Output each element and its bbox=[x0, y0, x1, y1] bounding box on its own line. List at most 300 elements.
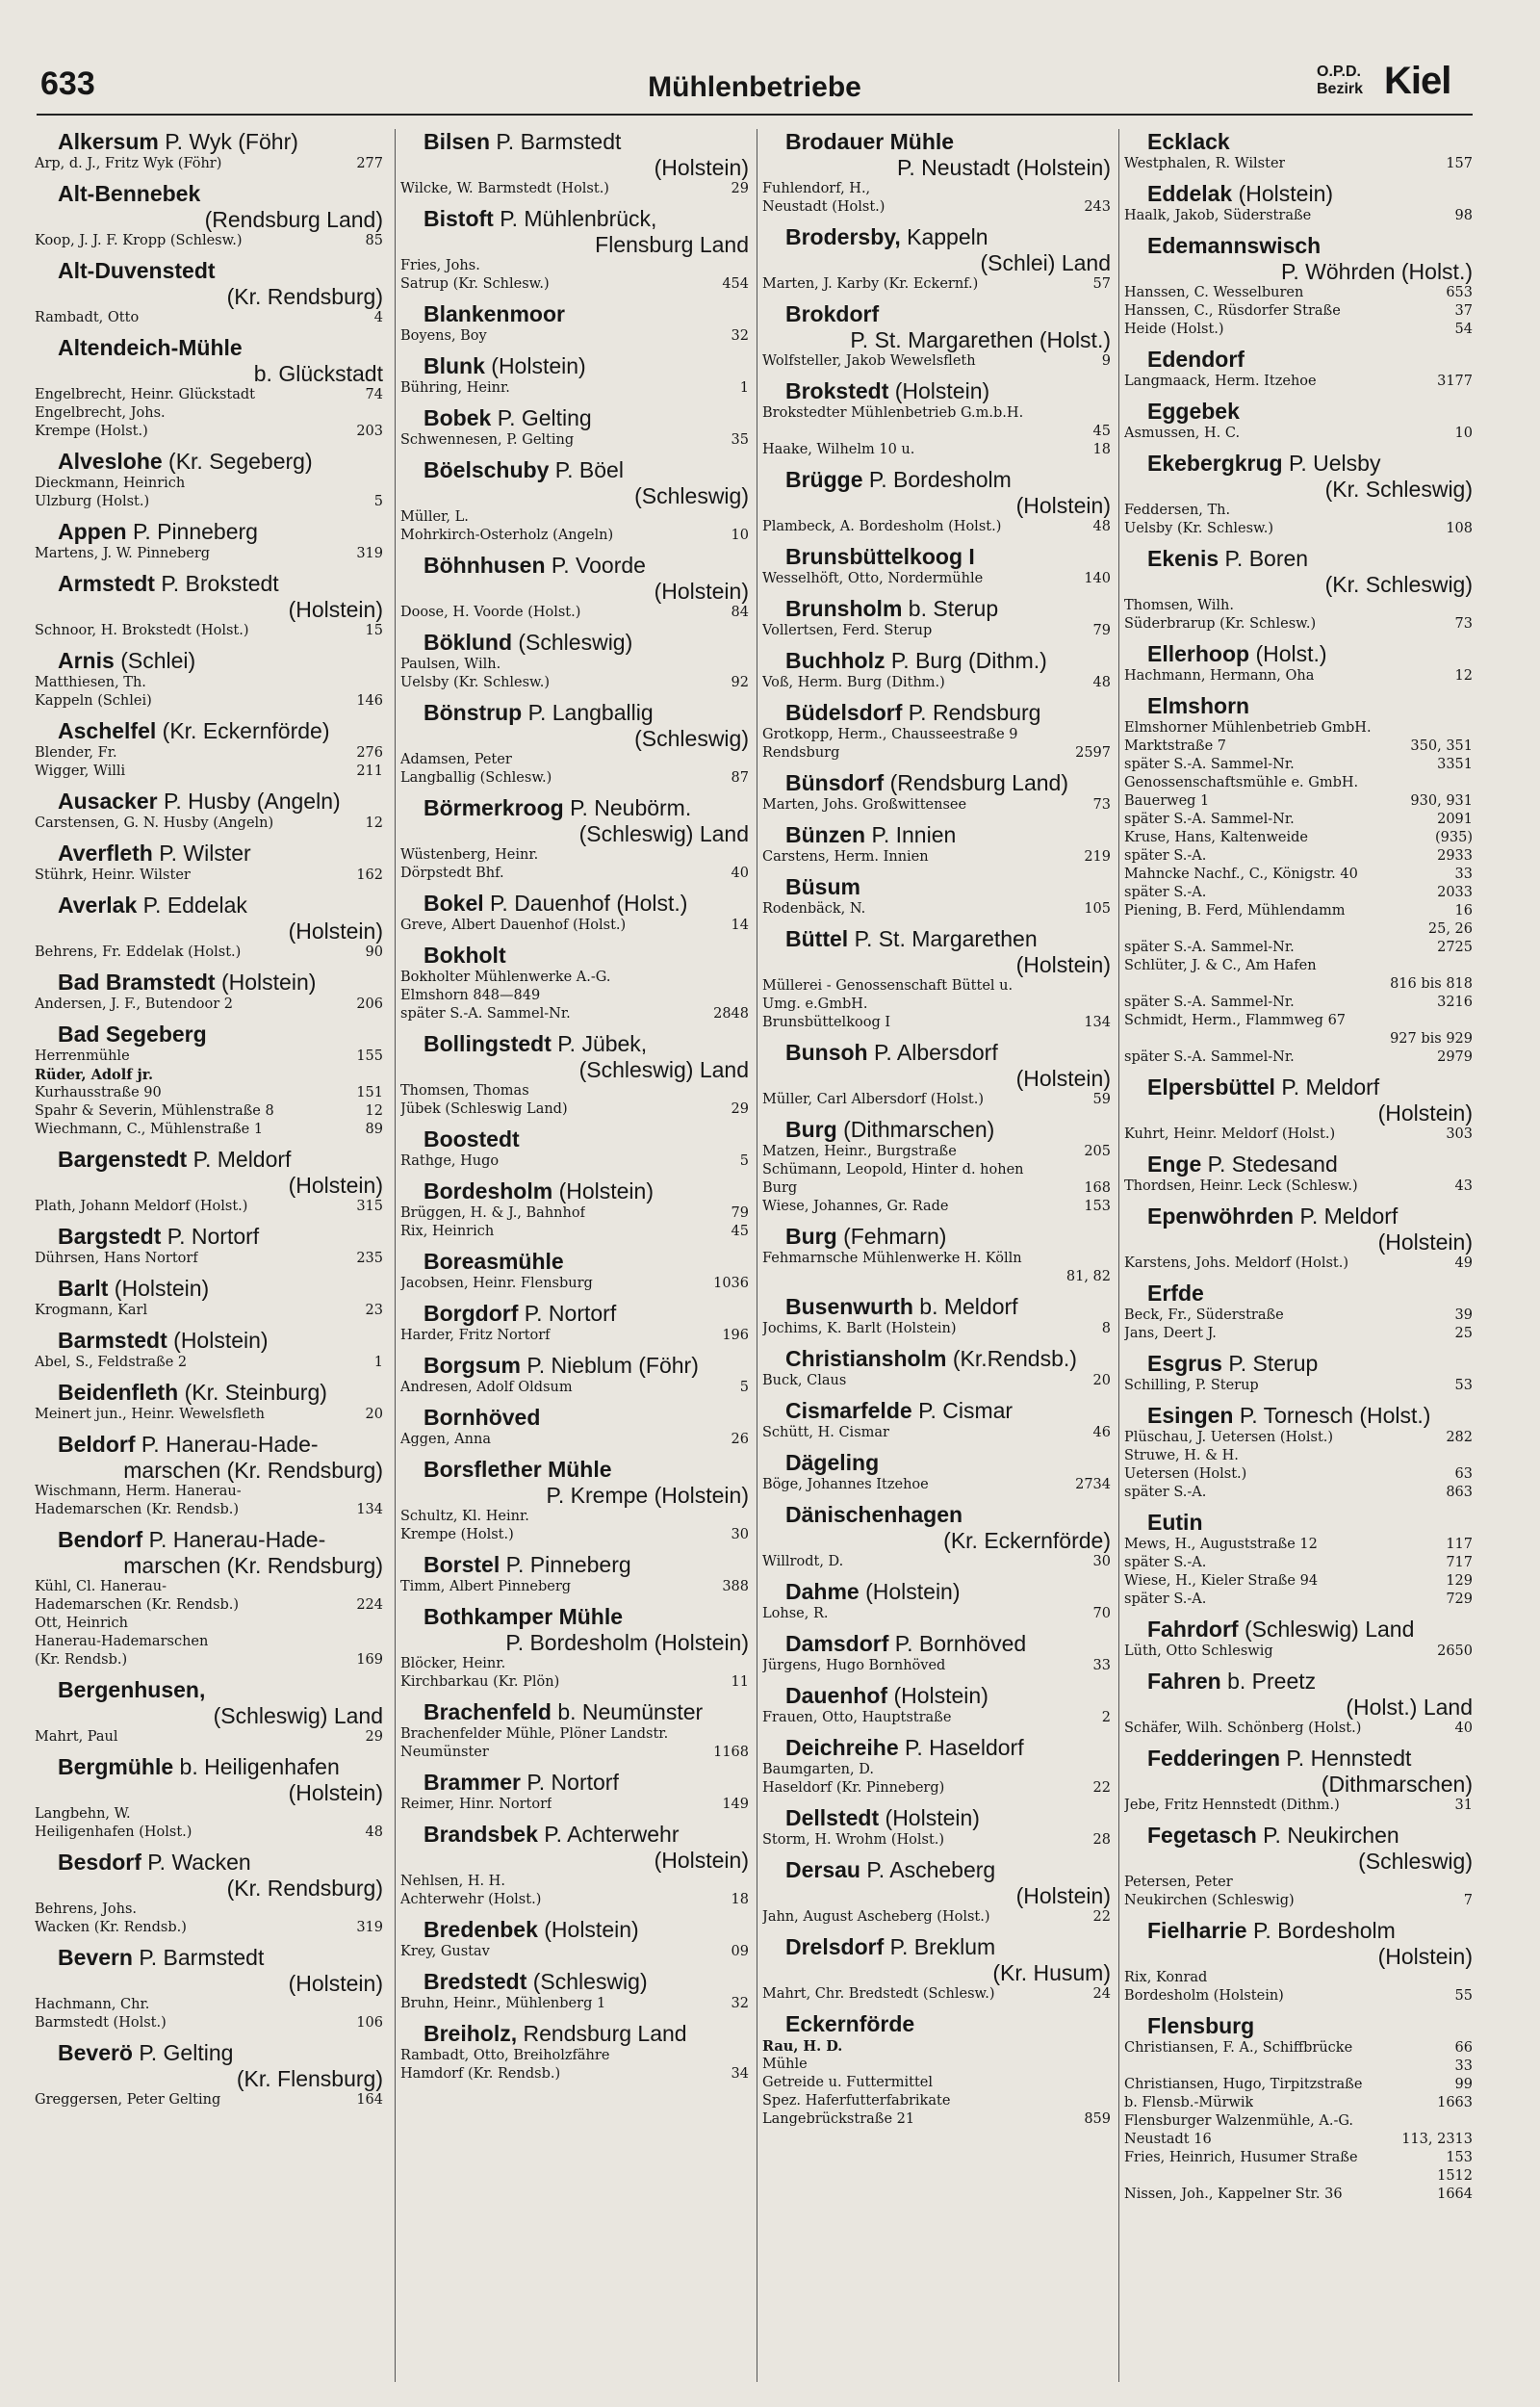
directory-entry bbox=[762, 2011, 1111, 2129]
listing-name: Schultz, Kl. Heinr. bbox=[400, 1509, 529, 1524]
place-heading bbox=[1124, 347, 1473, 373]
listing-name: Barmstedt (Holst.) bbox=[35, 2015, 167, 2031]
place-detail: P. Stedesand bbox=[1207, 1152, 1338, 1177]
listing-phone: 92 bbox=[731, 675, 749, 690]
listing-row bbox=[762, 2074, 1111, 2092]
listing-name: Christiansen, Hugo, Tirpitzstraße bbox=[1124, 2077, 1363, 2092]
place-name: Esgrus bbox=[1147, 1351, 1222, 1376]
listing-row bbox=[1124, 1307, 1473, 1325]
directory-entry bbox=[1124, 181, 1473, 225]
listing-name: Dührsen, Hans Nortorf bbox=[35, 1251, 198, 1266]
listing-row bbox=[35, 1406, 383, 1424]
listing-phone: 3177 bbox=[1437, 374, 1473, 389]
place-detail: (Kr. Steinburg) bbox=[184, 1380, 327, 1405]
listing-row bbox=[35, 1615, 383, 1633]
listing-name: Brunsbüttelkoog I bbox=[762, 1015, 891, 1030]
listing-name: Christiansen, F. A., Schiffbrücke bbox=[1124, 2040, 1353, 2056]
place-detail-continued: (Holstein) bbox=[1015, 1883, 1111, 1908]
place-name: Dersau bbox=[785, 1857, 860, 1882]
place-detail-continued: (Holstein) bbox=[1015, 493, 1111, 518]
listing-name: Buck, Claus bbox=[762, 1373, 847, 1388]
place-heading bbox=[762, 1502, 1111, 1528]
listing-row bbox=[35, 763, 383, 781]
listing-phone: 15 bbox=[365, 623, 383, 638]
listing-row bbox=[1124, 2149, 1473, 2167]
listing-phone: 108 bbox=[1446, 521, 1473, 536]
page-number: 633 bbox=[40, 65, 95, 102]
place-detail: P. Burg (Dithm.) bbox=[890, 648, 1047, 673]
listing-row bbox=[400, 1431, 749, 1449]
place-detail: b. Neumünster bbox=[557, 1699, 704, 1724]
directory-entry bbox=[400, 1353, 749, 1397]
listing-row bbox=[35, 1596, 383, 1615]
listing-name: Rathge, Hugo bbox=[400, 1153, 500, 1169]
listing-name: Adamsen, Peter bbox=[400, 752, 512, 767]
directory-entry bbox=[35, 893, 383, 962]
listing-row bbox=[1124, 1447, 1473, 1465]
directory-entry bbox=[35, 335, 383, 441]
place-detail-continued: P. Krempe (Holstein) bbox=[546, 1483, 749, 1508]
listing-name: Voß, Herm. Burg (Dithm.) bbox=[762, 675, 945, 690]
directory-entry bbox=[762, 1450, 1111, 1494]
listing-name: Brokstedter Mühlenbetrieb G.m.b.H. bbox=[762, 405, 1024, 421]
place-detail: (Dithmarschen) bbox=[843, 1117, 995, 1142]
listing-name: Baumgarten, D. bbox=[762, 1762, 874, 1777]
listing-name: Süderbrarup (Kr. Schlesw.) bbox=[1124, 616, 1317, 632]
place-heading bbox=[35, 1224, 383, 1250]
page-header bbox=[37, 60, 1473, 116]
listing-phone: 3216 bbox=[1437, 995, 1473, 1010]
place-detail-continued: b. Glückstadt bbox=[253, 361, 383, 386]
directory-entry bbox=[35, 129, 383, 173]
listing-name: später S.-A. bbox=[1124, 885, 1207, 900]
listing-row bbox=[35, 1483, 383, 1501]
directory-entry bbox=[762, 224, 1111, 294]
directory-entry bbox=[400, 405, 749, 450]
listing-row bbox=[762, 996, 1111, 1014]
place-heading bbox=[400, 553, 749, 579]
listing-row bbox=[1124, 1255, 1473, 1273]
directory-entry bbox=[400, 553, 749, 622]
listing-name: Lohse, R. bbox=[762, 1606, 829, 1621]
listing-phone: 2848 bbox=[713, 1006, 749, 1022]
directory-entry bbox=[35, 258, 383, 327]
listing-name: Achterwehr (Holst.) bbox=[400, 1892, 542, 1907]
place-detail: P. Uelsby bbox=[1289, 451, 1381, 476]
place-name: Eggebek bbox=[1147, 399, 1240, 424]
directory-entry bbox=[1124, 399, 1473, 443]
listing-name: später S.-A. Sammel-Nr. bbox=[1124, 940, 1295, 955]
listing-row bbox=[400, 1327, 749, 1345]
place-detail: b. Sterup bbox=[908, 596, 999, 621]
listing-phone: 243 bbox=[1084, 199, 1111, 215]
listing-row bbox=[400, 865, 749, 883]
place-detail-continued: (Kr. Rendsburg) bbox=[226, 284, 383, 309]
place-detail: (Schleswig) bbox=[532, 1969, 648, 1994]
listing-row bbox=[400, 1223, 749, 1241]
listing-name: Kruse, Hans, Kaltenweide bbox=[1124, 830, 1308, 845]
place-detail: P. Voorde bbox=[551, 553, 646, 578]
listing-row bbox=[35, 815, 383, 833]
place-detail-continued: (Holstein) bbox=[654, 579, 749, 604]
listing-phone: 303 bbox=[1446, 1126, 1473, 1142]
place-detail: P. Ascheberg bbox=[866, 1857, 996, 1882]
place-heading bbox=[400, 1126, 749, 1152]
listing-name: Burg bbox=[762, 1180, 798, 1196]
listing-name: Vollertsen, Ferd. Sterup bbox=[762, 623, 933, 638]
place-name: Bornhöved bbox=[424, 1405, 541, 1430]
place-name: Edemannswisch bbox=[1147, 233, 1322, 258]
place-heading bbox=[762, 1683, 1111, 1709]
listing-name: später S.-A. bbox=[1124, 1555, 1207, 1570]
listing-name: Wiese, H., Kieler Straße 94 bbox=[1124, 1573, 1319, 1589]
listing-row bbox=[1124, 2094, 1473, 2112]
listing-name: Flensburger Walzenmühle, A.-G. bbox=[1124, 2113, 1354, 2129]
listing-row bbox=[1124, 902, 1473, 920]
listing-phone: 927 bis 929 bbox=[1390, 1031, 1473, 1047]
listing-row bbox=[762, 674, 1111, 692]
place-detail: P. Nortorf bbox=[524, 1301, 617, 1326]
place-heading bbox=[762, 1450, 1111, 1476]
place-detail-continued: (Holstein) bbox=[1015, 952, 1111, 977]
listing-name: Wigger, Willi bbox=[35, 764, 126, 779]
listing-name: Harder, Fritz Nortorf bbox=[400, 1328, 551, 1343]
place-detail: (Schlei) bbox=[120, 648, 196, 673]
directory-entry bbox=[762, 1117, 1111, 1216]
directory-entry bbox=[35, 1224, 383, 1268]
listing-name: Genossenschaftsmühle e. GmbH. bbox=[1124, 775, 1359, 790]
listing-phone: 09 bbox=[731, 1944, 749, 1959]
listing-name: später S.-A. Sammel-Nr. bbox=[1124, 812, 1295, 827]
listing-phone: 99 bbox=[1454, 2077, 1473, 2092]
listing-row bbox=[1124, 155, 1473, 173]
listing-name: Langmaack, Herm. Itzehoe bbox=[1124, 374, 1317, 389]
place-detail: P. Bordesholm bbox=[868, 467, 1012, 492]
listing-row bbox=[400, 431, 749, 450]
listing-row bbox=[1124, 975, 1473, 994]
listing-row bbox=[762, 796, 1111, 815]
place-heading bbox=[400, 1031, 749, 1057]
place-name: Bistoft bbox=[424, 206, 494, 231]
place-detail: (Kr.Rendsb.) bbox=[952, 1346, 1077, 1371]
listing-phone: 10 bbox=[1454, 426, 1473, 441]
place-name: Dellstedt bbox=[785, 1805, 880, 1830]
listing-name: Herrenmühle bbox=[35, 1048, 130, 1064]
place-name: Alt-Bennebek bbox=[58, 181, 201, 206]
listing-name: Thordsen, Heinr. Leck (Schlesw.) bbox=[1124, 1178, 1358, 1194]
place-heading bbox=[1124, 1918, 1473, 1944]
place-heading bbox=[35, 1022, 383, 1048]
place-detail: P. Gelting bbox=[497, 405, 592, 430]
listing-phone: 23 bbox=[365, 1303, 383, 1318]
listing-row bbox=[400, 1673, 749, 1692]
place-detail: Kappeln bbox=[907, 224, 988, 249]
listing-row bbox=[1124, 207, 1473, 225]
place-name: Ellerhoop bbox=[1147, 641, 1250, 666]
place-heading bbox=[400, 1822, 749, 1848]
listing-row bbox=[1124, 1969, 1473, 1987]
place-heading bbox=[35, 789, 383, 815]
place-detail: P. Albersdorf bbox=[874, 1040, 998, 1065]
listing-phone: 16 bbox=[1454, 903, 1473, 919]
listing-name: Spahr & Severin, Mühlenstraße 8 bbox=[35, 1103, 274, 1119]
listing-row bbox=[400, 1943, 749, 1961]
listing-row bbox=[1124, 667, 1473, 686]
directory-entry bbox=[35, 2040, 383, 2109]
place-name: Averlak bbox=[58, 893, 138, 918]
listing-row bbox=[762, 1268, 1111, 1286]
listing-phone: 12 bbox=[1454, 668, 1473, 684]
listing-row bbox=[762, 352, 1111, 371]
listing-phone: 18 bbox=[1092, 442, 1111, 457]
listing-name: Paulsen, Wilh. bbox=[400, 657, 501, 672]
listing-name: Mohrkirch-Osterholz (Angeln) bbox=[400, 528, 614, 543]
listing-name: Piening, B. Ferd, Mühlendamm bbox=[1124, 903, 1346, 919]
place-name: Alkersum bbox=[58, 129, 159, 154]
listing-phone: 29 bbox=[731, 181, 749, 196]
listing-name: Engelbrecht, Heinr. Glückstadt bbox=[35, 387, 255, 402]
place-name: Damsdorf bbox=[785, 1631, 889, 1656]
listing-phone: 1036 bbox=[713, 1276, 749, 1291]
directory-entry bbox=[400, 700, 749, 788]
listing-name: Behrens, Johs. bbox=[35, 1902, 138, 1917]
listing-name: Schwennesen, P. Gelting bbox=[400, 432, 575, 448]
listing-name: Schmidt, Herm., Flammweg 67 bbox=[1124, 1013, 1347, 1028]
place-detail: P. Pinneberg bbox=[132, 519, 258, 544]
place-heading bbox=[762, 1934, 1111, 1960]
listing-row bbox=[1124, 884, 1473, 902]
listing-row bbox=[35, 1501, 383, 1519]
listing-name: später S.-A. Sammel-Nr. bbox=[400, 1006, 571, 1022]
place-name: Alt-Duvenstedt bbox=[58, 258, 216, 283]
listing-row bbox=[1124, 847, 1473, 866]
listing-row bbox=[35, 1824, 383, 1842]
directory-entry bbox=[762, 1631, 1111, 1675]
place-detail: P. Meldorf bbox=[192, 1147, 292, 1172]
place-detail: (Rendsburg Land) bbox=[889, 770, 1069, 795]
directory-entry bbox=[35, 1276, 383, 1320]
listing-phone: 20 bbox=[1092, 1373, 1111, 1388]
listing-row bbox=[762, 1143, 1111, 1161]
directory-entry bbox=[1124, 1823, 1473, 1910]
place-heading bbox=[1124, 1204, 1473, 1229]
place-name: Brunsholm bbox=[785, 596, 903, 621]
listing-row bbox=[400, 1655, 749, 1673]
listing-row bbox=[35, 1633, 383, 1651]
place-name: Ekenis bbox=[1147, 546, 1219, 571]
listing-row bbox=[35, 1578, 383, 1596]
place-detail: P. Böel bbox=[554, 457, 624, 482]
listing-phone: 84 bbox=[731, 605, 749, 620]
place-name: Bergenhusen, bbox=[58, 1677, 206, 1702]
listing-row bbox=[35, 1354, 383, 1372]
listing-row bbox=[1124, 738, 1473, 756]
listing-phone: 276 bbox=[356, 745, 383, 761]
directory-entry bbox=[400, 1405, 749, 1449]
listing-name: Rodenbäck, N. bbox=[762, 901, 866, 917]
listing-phone: 3351 bbox=[1437, 757, 1473, 772]
place-heading bbox=[762, 224, 1111, 250]
listing-row bbox=[1124, 284, 1473, 302]
place-detail: (Schleswig) Land bbox=[1244, 1617, 1415, 1642]
directory-entry bbox=[35, 449, 383, 511]
directory-entry bbox=[1124, 1918, 1473, 2006]
place-name: Bendorf bbox=[58, 1527, 143, 1552]
place-detail: (Holstein) bbox=[865, 1579, 961, 1604]
listing-row bbox=[400, 969, 749, 987]
place-heading bbox=[1124, 1746, 1473, 1772]
listing-row bbox=[400, 656, 749, 674]
place-detail: P. Breklum bbox=[889, 1934, 996, 1959]
place-name: Böklund bbox=[424, 630, 512, 655]
listing-name: Hanerau-Hademarschen bbox=[35, 1634, 209, 1649]
listing-row bbox=[35, 423, 383, 441]
place-name: Bönstrup bbox=[424, 700, 523, 725]
listing-name: Engelbrecht, Johs. bbox=[35, 405, 166, 421]
listing-row bbox=[762, 1424, 1111, 1442]
listing-phone: 203 bbox=[356, 424, 383, 439]
directory-entry bbox=[35, 1432, 383, 1519]
listing-phone: 79 bbox=[1092, 623, 1111, 638]
listing-phone: 73 bbox=[1092, 797, 1111, 813]
listing-phone: 53 bbox=[1454, 1378, 1473, 1393]
listing-name: Neukirchen (Schleswig) bbox=[1124, 1893, 1295, 1908]
place-heading bbox=[762, 1857, 1111, 1883]
listing-phone: 153 bbox=[1446, 2150, 1473, 2165]
listing-row bbox=[400, 1891, 749, 1909]
listing-row bbox=[400, 674, 749, 692]
directory-entry bbox=[400, 129, 749, 198]
place-name: Christiansholm bbox=[785, 1346, 947, 1371]
place-heading bbox=[762, 874, 1111, 900]
place-name: Blunk bbox=[424, 353, 485, 378]
listing-phone: 2725 bbox=[1437, 940, 1473, 955]
listing-name: Wiechmann, C., Mühlenstraße 1 bbox=[35, 1122, 264, 1137]
listing-row bbox=[762, 1908, 1111, 1927]
directory-entry bbox=[400, 891, 749, 935]
listing-name: später S.-A. Sammel-Nr. bbox=[1124, 995, 1295, 1010]
directory-entry bbox=[1124, 1074, 1473, 1144]
directory-entry bbox=[1124, 1152, 1473, 1196]
listing-phone: 106 bbox=[356, 2015, 383, 2031]
place-name: Fegetasch bbox=[1147, 1823, 1257, 1848]
place-name: Brandsbek bbox=[424, 1822, 538, 1847]
listing-phone: 14 bbox=[731, 918, 749, 933]
place-name: Barmstedt bbox=[58, 1328, 167, 1353]
listing-phone: 90 bbox=[365, 945, 383, 960]
place-detail: (Holstein) bbox=[173, 1328, 269, 1353]
directory-entry bbox=[1124, 2013, 1473, 2204]
listing-phone: 140 bbox=[1084, 571, 1111, 586]
place-heading bbox=[1124, 1669, 1473, 1695]
place-name: Boreasmühle bbox=[424, 1249, 564, 1274]
place-detail-continued: (Holstein) bbox=[288, 919, 383, 944]
place-heading bbox=[1124, 181, 1473, 207]
place-name: Enge bbox=[1147, 1152, 1202, 1177]
listing-name: Fehmarnsche Mühlenwerke H. Kölln bbox=[762, 1251, 1022, 1266]
directory-entry bbox=[762, 1224, 1111, 1286]
listing-name: Kirchbarkau (Kr. Plön) bbox=[400, 1674, 560, 1690]
listing-phone: 319 bbox=[356, 546, 383, 561]
place-detail-continued: (Holstein) bbox=[1377, 1229, 1473, 1255]
listing-name: Hamdorf (Kr. Rendsb.) bbox=[400, 2066, 561, 2082]
place-detail-continued: P. St. Margarethen (Holst.) bbox=[850, 327, 1111, 352]
place-name: Brodauer Mühle bbox=[785, 129, 955, 154]
listing-name: Arp, d. J., Fritz Wyk (Föhr) bbox=[35, 156, 222, 171]
directory-column-4 bbox=[1124, 129, 1473, 2382]
listing-name: später S.-A. bbox=[1124, 1592, 1207, 1607]
place-name: Brokdorf bbox=[785, 301, 880, 326]
listing-name: Wolfsteller, Jakob Wewelsfleth bbox=[762, 353, 976, 369]
listing-row bbox=[1124, 2131, 1473, 2149]
place-detail: (Holstein) bbox=[1238, 181, 1334, 206]
place-name: Brokstedt bbox=[785, 378, 889, 403]
place-detail-continued: (Schleswig) Land bbox=[578, 821, 749, 846]
place-heading bbox=[762, 770, 1111, 796]
listing-name: Spez. Haferfutterfabrikate bbox=[762, 2093, 951, 2109]
directory-entry bbox=[762, 301, 1111, 371]
listing-name: Rau, H. D. bbox=[762, 2038, 843, 2055]
listing-phone: 4 bbox=[373, 310, 383, 325]
listing-name: Greve, Albert Dauenhof (Holst.) bbox=[400, 918, 627, 933]
listing-name: Brüggen, H. & J., Bahnhof bbox=[400, 1205, 585, 1221]
place-heading bbox=[1124, 693, 1473, 719]
directory-entry bbox=[1124, 641, 1473, 686]
directory-entry bbox=[1124, 1351, 1473, 1395]
listing-phone: 33 bbox=[1454, 867, 1473, 882]
listing-name: Kappeln (Schlei) bbox=[35, 693, 152, 709]
place-name: Büsum bbox=[785, 874, 860, 899]
listing-name: Fries, Johs. bbox=[400, 258, 480, 273]
listing-phone: 22 bbox=[1092, 1909, 1111, 1925]
listing-row bbox=[400, 327, 749, 346]
listing-name: Wischmann, Herm. Hanerau- bbox=[35, 1484, 242, 1499]
listing-phone: 43 bbox=[1454, 1178, 1473, 1194]
listing-phone: 40 bbox=[1454, 1721, 1473, 1736]
place-detail-continued: Flensburg Land bbox=[595, 232, 749, 257]
directory-entry bbox=[35, 841, 383, 885]
place-name: Altendeich-Mühle bbox=[58, 335, 243, 360]
place-name: Bevern bbox=[58, 1945, 133, 1970]
place-heading bbox=[762, 2011, 1111, 2037]
listing-row bbox=[400, 1873, 749, 1891]
listing-name: Jübek (Schleswig Land) bbox=[400, 1101, 568, 1117]
listing-row bbox=[762, 1476, 1111, 1494]
listing-phone: 49 bbox=[1454, 1255, 1473, 1271]
listing-phone: 315 bbox=[356, 1199, 383, 1214]
directory-entry bbox=[762, 874, 1111, 919]
listing-name: Wilcke, W. Barmstedt (Holst.) bbox=[400, 181, 609, 196]
listing-phone: 454 bbox=[722, 276, 749, 292]
listing-phone: 79 bbox=[731, 1205, 749, 1221]
listing-name: Kurhausstraße 90 bbox=[35, 1085, 162, 1100]
place-detail-continued: (Kr. Eckernförde) bbox=[943, 1528, 1111, 1553]
listing-row bbox=[1124, 1429, 1473, 1447]
place-name: Eddelak bbox=[1147, 181, 1233, 206]
listing-name: Abel, S., Feldstraße 2 bbox=[35, 1355, 188, 1370]
listing-phone: 1512 bbox=[1437, 2168, 1473, 2184]
place-name: Dahme bbox=[785, 1579, 860, 1604]
place-heading bbox=[400, 1969, 749, 1995]
listing-phone: 1 bbox=[739, 380, 749, 396]
directory-entry bbox=[400, 1126, 749, 1171]
listing-name: Bruhn, Heinr., Mühlenberg 1 bbox=[400, 1996, 606, 2011]
place-name: Appen bbox=[58, 519, 127, 544]
place-heading bbox=[400, 1917, 749, 1943]
place-detail-continued: (Schleswig) Land bbox=[578, 1057, 749, 1082]
directory-entry bbox=[1124, 1669, 1473, 1738]
place-detail-continued: (Holstein) bbox=[288, 597, 383, 622]
